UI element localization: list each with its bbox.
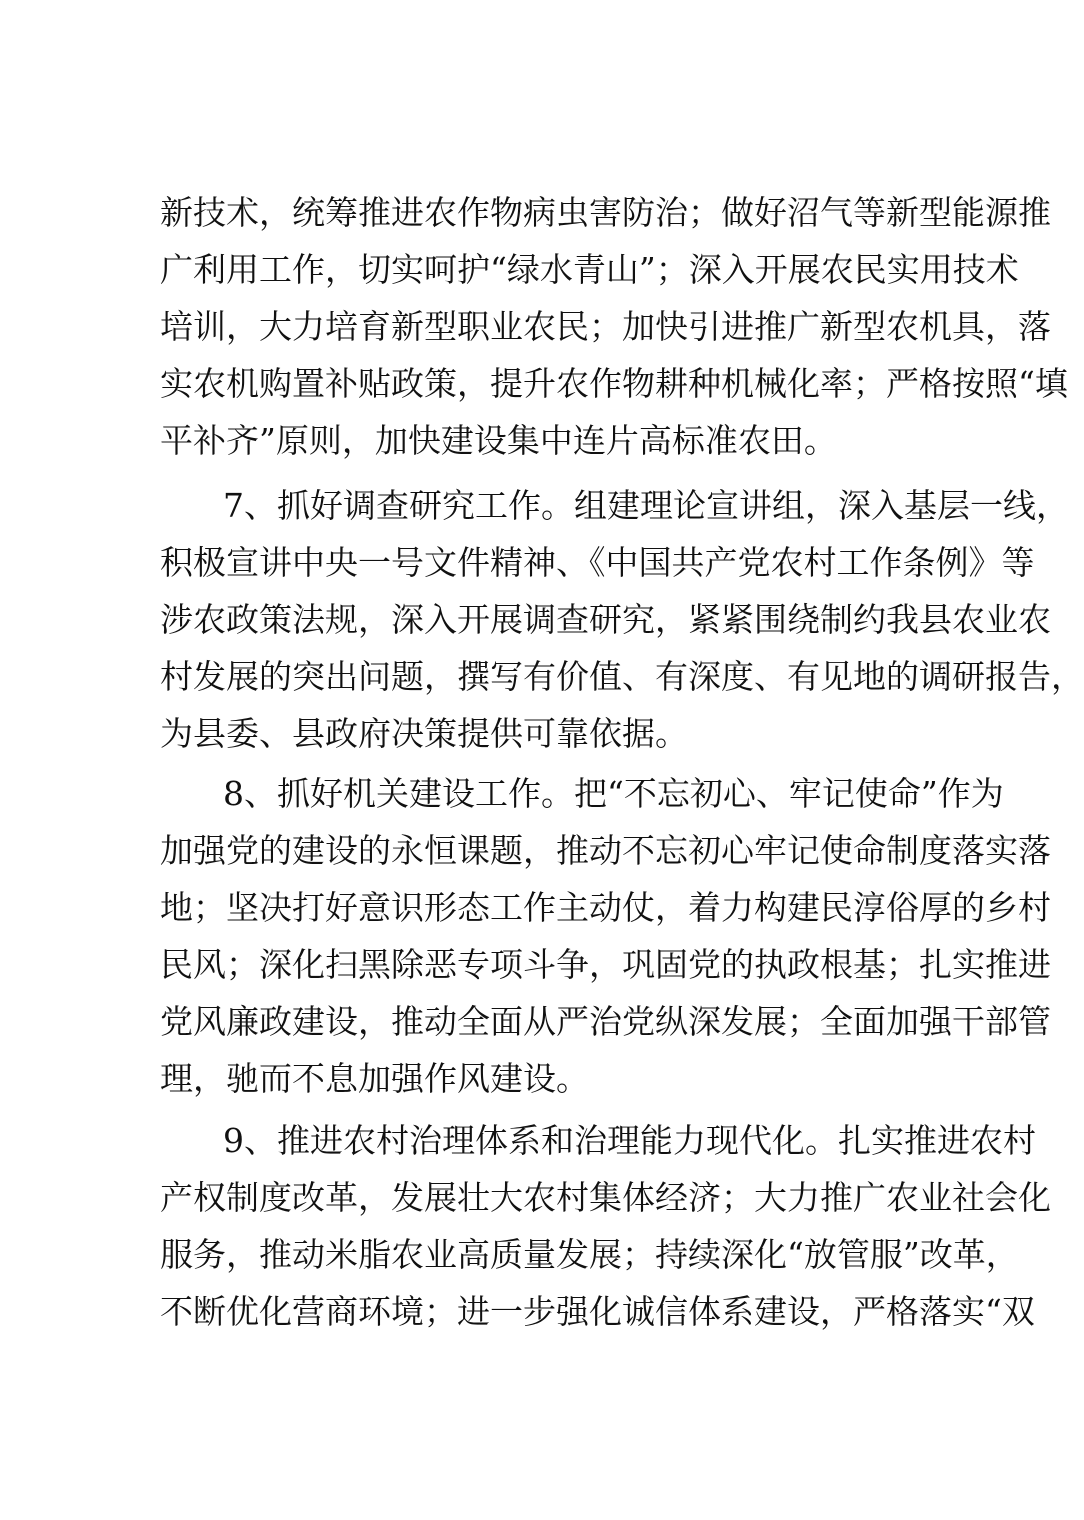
text-line: 党风廉政建设，推动全面从严治党纵深发展；全面加强干部管: [160, 1002, 1051, 1041]
text-line: 广利用工作，切实呵护“绿水青山”；深入开展农民实用技术: [160, 250, 1019, 289]
text-line: 理，驰而不息加强作风建设。: [160, 1059, 589, 1098]
text-line: 地；坚决打好意识形态工作主动仗，着力构建民淳俗厚的乡村: [160, 888, 1051, 927]
text-line: 加强党的建设的永恒课题，推动不忘初心牢记使命制度落实落: [160, 831, 1051, 870]
paragraph-first-line: 8、抓好机关建设工作。把“不忘初心、牢记使命”作为: [223, 774, 1004, 813]
text-line: 村发展的突出问题，撰写有价值、有深度、有见地的调研报告，: [160, 657, 1084, 696]
text-line: 涉农政策法规，深入开展调查研究，紧紧围绕制约我县农业农: [160, 600, 1051, 639]
paragraph-first-line: 9、推进农村治理体系和治理能力现代化。扎实推进农村: [223, 1121, 1036, 1160]
text-line: 积极宣讲中央一号文件精神、《中国共产党农村工作条例》等: [160, 543, 1035, 582]
text-line: 平补齐”原则，加快建设集中连片高标准农田。: [160, 421, 837, 460]
text-line: 民风；深化扫黑除恶专项斗争，巩固党的执政根基；扎实推进: [160, 945, 1051, 984]
text-line: 不断优化营商环境；进一步强化诚信体系建设，严格落实“双: [160, 1292, 1035, 1331]
text-line: 培训，大力培育新型职业农民；加快引进推广新型农机具，落: [160, 307, 1051, 346]
paragraph-first-line: 7、抓好调查研究工作。组建理论宣讲组，深入基层一线，: [223, 486, 1069, 525]
text-line: 新技术，统筹推进农作物病虫害防治；做好沼气等新型能源推: [160, 193, 1051, 232]
text-line: 为县委、县政府决策提供可靠依据。: [160, 714, 688, 753]
text-line: 产权制度改革，发展壮大农村集体经济；大力推广农业社会化: [160, 1178, 1051, 1217]
text-line: 实农机购置补贴政策，提升农作物耕种机械化率；严格按照“填: [160, 364, 1068, 403]
text-line: 服务，推动米脂农业高质量发展；持续深化“放管服”改革，: [160, 1235, 1019, 1274]
